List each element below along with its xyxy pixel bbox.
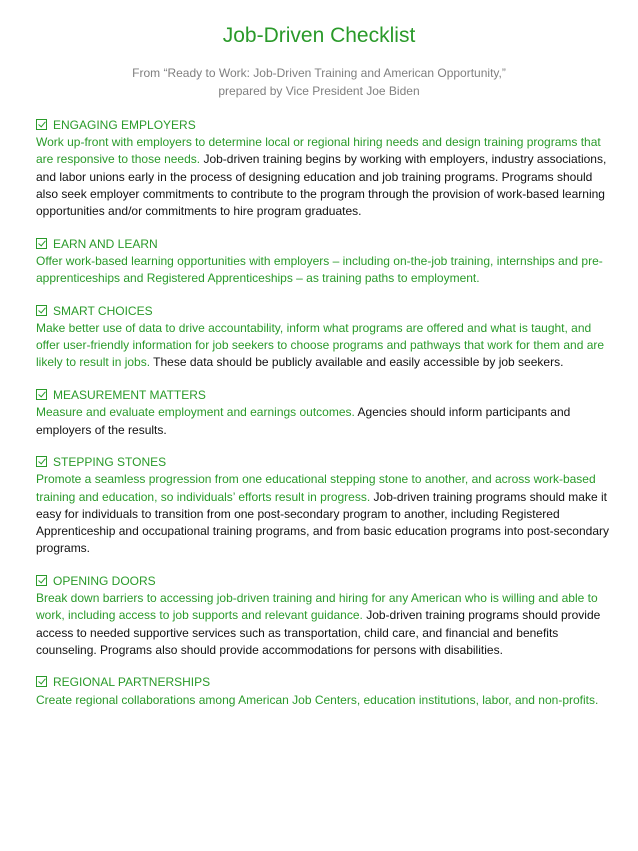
section-black-text: These data should be publicly available and easily accessible by job seekers. <box>150 355 564 370</box>
section-green-text: Promote a seamless progression from one educational stepping stone to another, and across work-based training and education, so individuals’ efforts result in progress. <box>36 472 596 504</box>
page-subtitle <box>0 64 638 100</box>
section-green-text: Work up-front with employers to determine local or regional hiring needs and design training programs that are responsive to those needs. <box>36 135 601 167</box>
checklist-section <box>36 236 612 288</box>
section-black-text: Job-driven training programs should provide access to needed supportive services such as transportation, child care, and financial and benefits counseling. Programs also should provide accommodations for persons with disabilities. <box>36 608 601 657</box>
page-title: Job-Driven Checklist <box>222 24 416 47</box>
section-heading: EARN AND LEARN <box>53 236 158 251</box>
section-heading-row <box>36 387 612 404</box>
checkbox-checked-icon <box>36 238 47 249</box>
checkbox-checked-icon <box>36 456 47 467</box>
checklist-section <box>36 454 612 557</box>
section-heading-row <box>36 674 612 691</box>
section-body <box>36 590 612 659</box>
section-body <box>36 692 612 709</box>
section-green-text: Create regional collaborations among American Job Centers, education institutions, labor, and non-profits. <box>36 692 599 707</box>
subtitle-line-1: From “Ready to Work: Job-Driven Training and American Opportunity,” <box>132 66 506 80</box>
section-heading: MEASUREMENT MATTERS <box>53 388 206 403</box>
section-body <box>36 471 612 557</box>
section-heading-row <box>36 303 612 320</box>
section-heading-row <box>36 454 612 471</box>
section-heading-row <box>36 236 612 253</box>
section-green-text: Break down barriers to accessing job-driven training and hiring for any American who is willing and able to work, including access to job supports and relevant guidance. <box>36 591 598 623</box>
checkbox-checked-icon <box>36 305 47 316</box>
section-heading: SMART CHOICES <box>53 303 153 318</box>
section-black-text: Job-driven training programs should make it easy for individuals to transition from one post-secondary program to another, including Registered Apprenticeship and occupational training programs, and from basic education programs into post-secondary programs. <box>36 489 609 556</box>
checklist-sections <box>36 117 612 724</box>
checkbox-checked-icon <box>36 676 47 687</box>
section-body <box>36 320 612 372</box>
section-green-text: Offer work-based learning opportunities with employers – including on-the-job training, internships and pre-apprenticeships and Registered Apprenticeships – as training paths to employment. <box>36 253 603 286</box>
section-heading-row <box>36 573 612 590</box>
section-green-text: Measure and evaluate employment and earnings outcomes. <box>36 405 355 420</box>
checkbox-checked-icon <box>36 575 47 586</box>
checklist-section <box>36 303 612 372</box>
section-body <box>36 134 612 220</box>
checkbox-checked-icon <box>36 389 47 400</box>
section-black-text: Agencies should inform participants and employers of the results. <box>36 405 571 437</box>
checklist-section <box>36 117 612 220</box>
section-body <box>36 404 612 438</box>
section-heading: STEPPING STONES <box>53 455 167 470</box>
section-heading: REGIONAL PARTNERSHIPS <box>53 675 211 690</box>
section-heading: ENGAGING EMPLOYERS <box>53 118 196 132</box>
checklist-section <box>36 573 612 659</box>
section-heading: OPENING DOORS <box>53 573 156 588</box>
section-heading-row <box>36 117 612 134</box>
section-green-text: Make better use of data to drive accountability, inform what programs are offered and what is taught, and offer user-friendly information for job seekers to choose programs and pathways that work for them and are likely to result in jobs. <box>36 321 605 370</box>
checklist-section <box>36 387 612 439</box>
section-body <box>36 253 612 287</box>
checkbox-checked-icon <box>36 119 47 130</box>
section-black-text: Job-driven training begins by working with employers, industry associations, and labor unions early in the process of designing education and job training programs. Programs should also seek employer commitments to contribute to the program through the provision of work-based learning opportunities and/or commitments to hire program graduates. <box>36 152 607 219</box>
subtitle-line-2: prepared by Vice President Joe Biden <box>218 84 420 98</box>
checklist-section <box>36 674 612 708</box>
